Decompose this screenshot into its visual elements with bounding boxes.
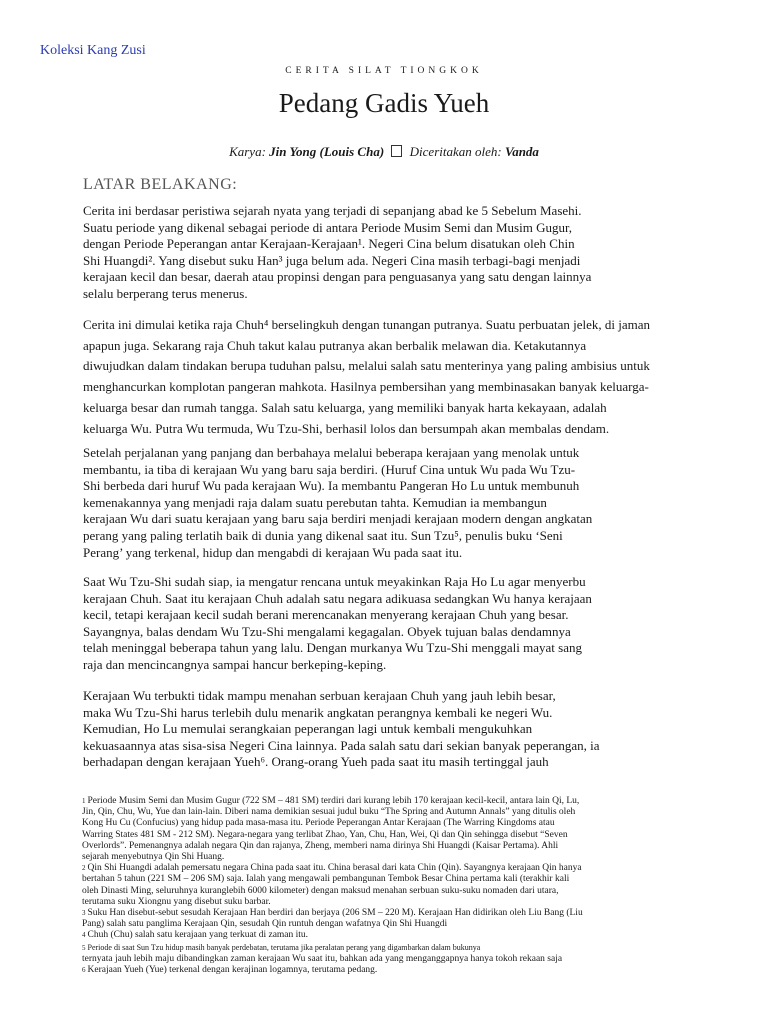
box-glyph-icon [391,145,402,157]
text-line: keluarga besar dan rumah tangga. Salah satu keluarga, yang memiliki banyak harta kekayaan, adalah [83,399,607,415]
footnote-line: ternyata jauh lebih maju dibandingkan zaman kerajaan Wu saat itu, bahkan ada yang menganggapnya hanya tokoh rekaan saja [82,953,563,964]
subtitle: CERITA SILAT TIONGKOK [285,66,483,76]
text-line: menghancurkan komplotan pangeran mahkota. Hasilnya pembersihan yang membinasakan banyak keluarga- [83,379,649,395]
text-line: Cerita ini dimulai ketika raja Chuh⁴ berselingkuh dengan tunangan putranya. Suatu perbuatan jelek, di jaman [83,317,650,332]
narrator-label: Diceritakan oleh: [409,144,502,159]
footnote-text: Suku Han disebut-sebut sesudah Kerajaan Han berdiri dan berjaya (206 SM – 220 M). Kerajaan Han didirikan oleh Liu Bang (Liu [87,908,583,919]
footnote-text: Kerajaan Yueh (Yue) terkenal dengan kerajinan logamnya, terutama pedang. [87,965,378,976]
text-line: kekuasaannya atas sisa-sisa Negeri Cina lainnya. Pada salah satu dari sekian banyak peperangan, ia [83,737,600,753]
text-line: Sayangnya, balas dendam Wu Tzu-Shi mengalami kegagalan. Obyek tujuan balas dendamnya [83,623,571,639]
text-line: selalu berperang terus menerus. [83,285,248,301]
byline [0,144,768,160]
footnote-number: 1 [82,797,86,805]
text-line: dengan Periode Peperangan antar Kerajaan-Kerajaan¹. Negeri Cina belum disatukan oleh Chin [83,236,575,252]
footnote-number: 3 [82,909,86,918]
footnote-6 [82,965,762,976]
text-line: membantu, ia tiba di kerajaan Wu yang baru saja berdiri. (Huruf Cina untuk Wu pada Wu Tzu- [83,461,576,477]
text-line: Kemudian, Ho Lu memulai serangkaian peperangan lagi untuk kembali mengukuhkan [83,721,533,737]
author-label: Karya: [229,144,266,159]
section-heading: LATAR BELAKANG: [83,176,238,193]
text-line: Suatu periode yang dikenal sebagai periode di antara Periode Musim Semi dan Musim Gugur, [83,219,573,235]
footnote-4 [82,930,762,941]
text-line: perang yang paling terlatih baik di dunia yang dikenal saat itu. Sun Tzu⁵, penulis buku ‘Seni [83,527,563,543]
page-title: Pedang Gadis Yueh [278,88,490,118]
text-line: keluarga Wu. Putra Wu termuda, Wu Tzu-Shi, berhasil lolos dan bersumpah akan membalas dendam. [83,420,610,436]
text-line: Shi berbeda dari huruf Wu pada kerajaan Wu). Ia membantu Pangeran Ho Lu untuk membunuh [83,478,580,494]
footnote-line: Warring States 481 SM - 212 SM). Negara-negara yang terlibat Zhao, Yan, Chu, Han, Wei, Qi dan Qin sehingga disebut “Seven [82,829,568,840]
narrator-name: Vanda [504,144,539,159]
footnote-line: Jin, Qin, Chu, Wu, Yue dan lain-lain. Diberi nama demikian sesuai judul buku “The Spring and Autumn Annals” yang ditulis oleh [82,807,576,818]
footnote-3 [82,908,762,919]
footnote-text: Qin Shi Huangdi adalah pemersatu negara China pada saat itu. China berasal dari kata Chin (Qin). Sayangnya kerajaan Qin hanya [87,863,582,874]
footnote-text: Periode di saat Sun Tzu hidup masih banyak perdebatan, terutama jika peralatan perang yang digambarkan dalam bukunya [87,942,481,952]
footnote-line: sejarah menyebutnya Qin Shi Huang. [82,852,225,863]
text-line: telah meninggal beberapa tahun yang lalu. Dengan murkanya Wu Tzu-Shi menggali mayat sang [83,640,582,656]
paragraph-3 [83,445,763,561]
footnote-line: oleh Dinasti Ming, seluruhnya kuranglebih 6000 kilometer) dengan maksud menahan serbuan suku-suku nomaden dari utara, [82,885,559,896]
author-name: Jin Yong (Louis Cha) [269,144,385,159]
text-line: Cerita ini berdasar peristiwa sejarah nyata yang terjadi di sepanjang abad ke 5 Sebelum Masehi. [83,203,582,218]
footnote-number: 5 [82,943,86,952]
footnote-number: 2 [82,864,86,873]
footnote-number: 4 [82,931,86,940]
footnote-text: Periode Musim Semi dan Musim Gugur (722 SM – 481 SM) terdiri dari kurang lebih 170 kerajaan kecil-kecil, antara lain Qi, Lu, [87,796,580,806]
text-line: diwujudkan dalam tindakan berupa tuduhan palsu, melalui salah satu menterinya yang paling ambisius untuk [83,358,650,374]
paragraph-4 [83,574,763,674]
text-line: kerajaan Wu dari suatu kerajaan yang baru saja berdiri menjadi kerajaan modern dengan angkatan [83,511,593,527]
text-line: maka Wu Tzu-Shi harus terlebih dulu menarik angkatan perangnya kembali ke negeri Wu. [83,704,553,720]
text-line: Perang’ yang terkenal, hidup dan mengabdi di kerajaan Wu pada saat itu. [83,544,463,560]
footnotes [82,796,762,976]
paragraph-2 [83,315,763,439]
text-line: kecil, tetapi kerajaan kecil sudah berani merencanakan menyerang kerajaan Chuh yang besar. [83,607,569,623]
text-line: Saat Wu Tzu-Shi sudah siap, ia mengatur rencana untuk meyakinkan Raja Ho Lu agar menyerbu [83,574,586,589]
collection-label: Koleksi Kang Zusi [40,43,146,58]
footnote-line: Pang) salah satu panglima Kerajaan Qin, sesudah Qin runtuh dengan wafatnya Qin Shi Huangdi [82,919,448,930]
footnote-line: Kong Hu Cu (Confucius) yang hidup pada masa-masa itu. Periode Peperangan Antar Kerajaan (The Warring Kingdoms atau [82,818,555,829]
text-line: berhadapan dengan kerajaan Yueh⁶. Orang-orang Yueh pada saat itu masih tertinggal jauh [83,754,549,770]
text-line: raja dan mencincangnya sampai hancur berkeping-keping. [83,656,387,672]
footnote-text: Chuh (Chu) salah satu kerajaan yang terkuat di zaman itu. [87,930,309,941]
text-line: Kerajaan Wu terbukti tidak mampu menahan serbuan kerajaan Chuh yang jauh lebih besar, [83,688,556,703]
paragraph-5 [83,688,763,771]
footnote-number: 6 [82,966,86,975]
text-line: kerajaan kecil dan besar, daerah atau propinsi dengan para penguasanya yang satu dengan lainnya [83,269,592,285]
footnote-line: bertahan 5 tahun (221 SM – 206 SM) saja. Ialah yang mengawali pembangunan Tembok Besar China pertama kali (terakhir kali [82,874,570,885]
footnote-2 [82,863,762,874]
footnote-line: Overlords”. Pemenangnya adalah negara Qin dan rajanya, Zheng, memberi nama dirinya Shi Huangdi (Kaisar Pertama). Ahli [82,840,559,851]
footnote-1 [82,796,762,807]
footnote-5 [82,942,762,954]
text-line: kemenakannya yang menjadi raja dalam suatu perebutan tahta. Kemudian ia membangun [83,494,547,510]
footnote-line: terutama suku Xiongnu yang disebut suku barbar. [82,896,271,907]
text-line: Setelah perjalanan yang panjang dan berbahaya melalui beberapa kerajaan yang menolak untuk [83,445,580,460]
text-line: apapun juga. Sekarang raja Chuh takut kalau putranya akan berbalik melawan dia. Ketakutannya [83,337,587,353]
text-line: kerajaan Chuh. Saat itu kerajaan Chuh adalah satu negara adikuasa sedangkan Wu hanya kerajaan [83,590,592,606]
text-line: Shi Huangdi². Yang disebut suku Han³ juga belum ada. Negeri Cina masih terbagi-bagi menjadi [83,252,581,268]
paragraph-1 [83,203,763,303]
